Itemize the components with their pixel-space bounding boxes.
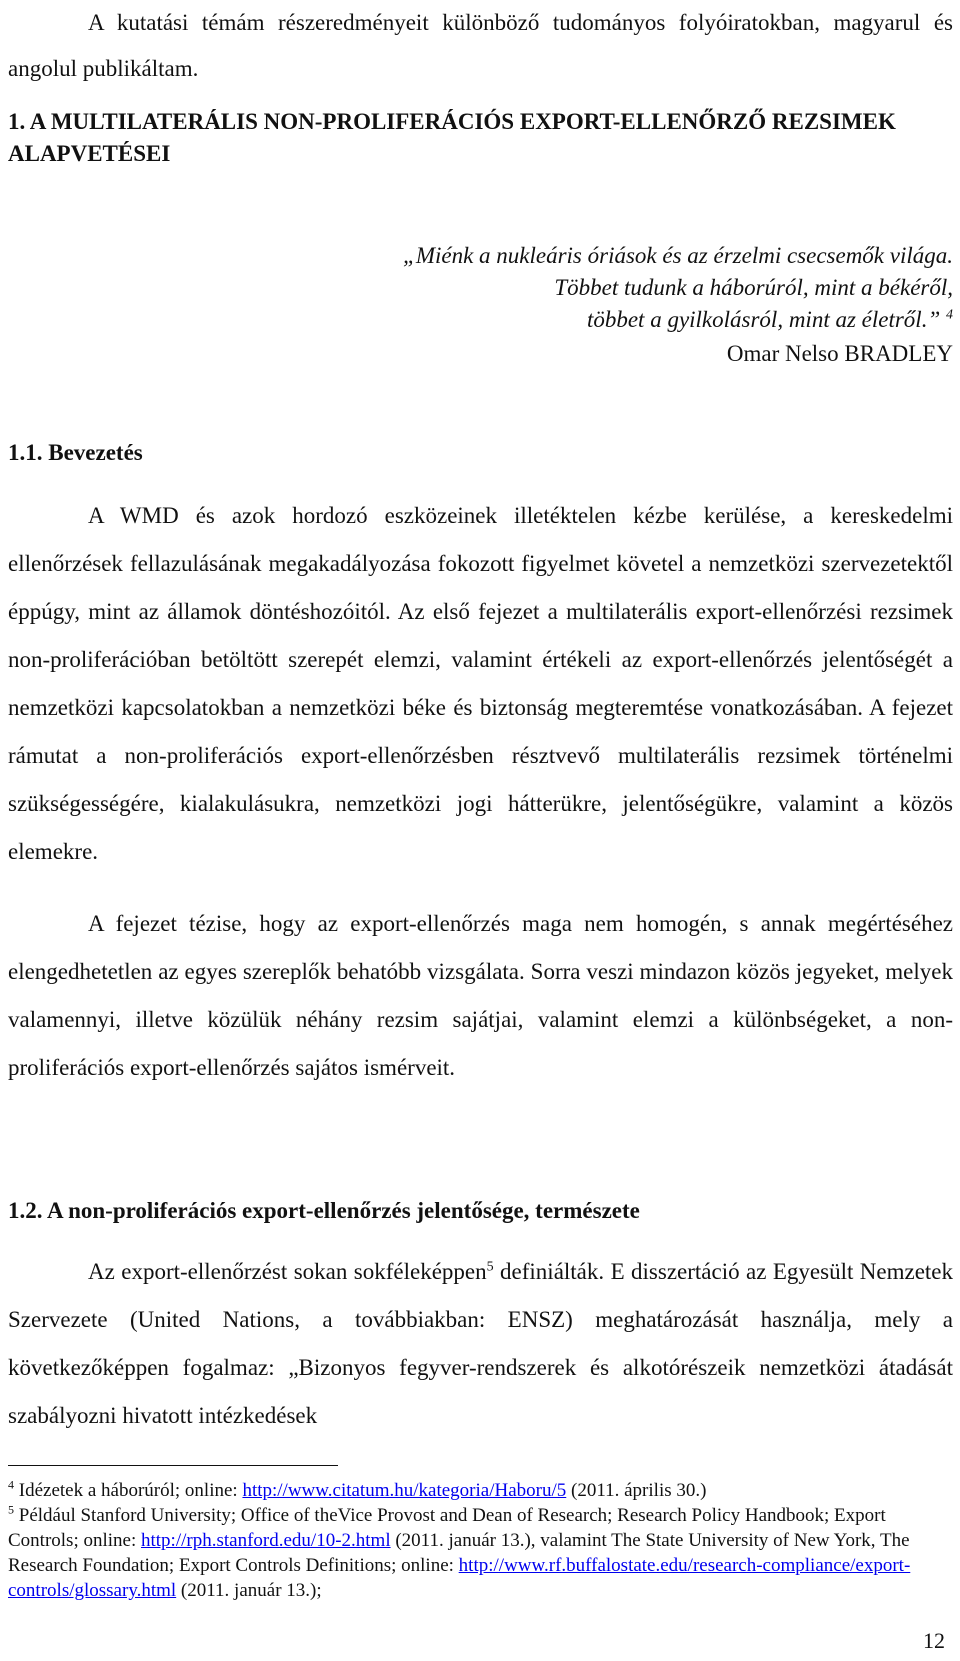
footnote-5-date: (2011. január 13.);: [176, 1580, 322, 1601]
para-rest-text: definiálták. E disszertáció az Egyesült Nemzetek Szervezete (United Nations, a továbbiakban: ENSZ) meghatározását használja, mely a következőképpen fogalmaz: „Bizonyos fegyver-rendszerek és alkotórészeik nemzetközi átadását szabályozni hivatott intézkedések: [8, 1259, 954, 1428]
footnotes: [8, 1478, 953, 1603]
section-1-2-paragraph-1: [8, 1248, 953, 1440]
footnote-5-mid-text: (2011. január 13.), valamint The State University of New York, The Research Foundation; Export Controls Definitions; online:: [8, 1530, 910, 1576]
motto-quote: [8, 240, 953, 370]
motto-line-3: [8, 304, 953, 336]
motto-line-3-text: többet a gyilkolásról, mint az életről.”: [586, 307, 941, 332]
section-1-1-paragraph-1: A WMD és azok hordozó eszközeinek illetéktelen kézbe kerülése, a kereskedelmi ellenőrzések fellazulásának megakadályozása fokozott figyelmet követel a nemzetközi szervezetektől éppúgy, mint az államok döntéshozóitól. Az első fejezet a multilaterális export-ellenőrzési rezsimek non-proliferációban betöltött szerepét elemzi, valamint értékeli az export-ellenőrzés jelentőségét a nemzetközi kapcsolatokban a nemzetközi béke és biztonság megteremtése vonatkozásában. A fejezet rámutat a non-proliferációs export-ellenőrzésben résztvevő multilaterális rezsimek történelmi szükségességére, kialakulásukra, nemzetközi jogi hátterükre, jelentőségükre, valamint a közös elemekre.: [8, 503, 953, 864]
footnote-4-number: 4: [8, 1477, 14, 1492]
footnote-ref-5[interactable]: 5: [486, 1259, 494, 1275]
motto-line-1: „Miénk a nukleáris óriások és az érzelmi csecsemők világa.: [403, 243, 953, 268]
footnote-4-text: Idézetek a háborúról; online:: [18, 1480, 243, 1501]
chapter-heading: 1. A MULTILATERÁLIS NON-PROLIFERÁCIÓS EXPORT-ELLENŐRZŐ REZSIMEK ALAPVETÉSEI: [8, 109, 896, 166]
footnote-5: [8, 1503, 953, 1603]
motto-author: Omar Nelso BRADLEY: [726, 341, 953, 366]
footnote-4: [8, 1478, 953, 1503]
footnote-5-text: Például Stanford University; Office of theVice Provost and Dean of Research; Research Policy Handbook; Export Controls; online:: [8, 1505, 886, 1551]
para-start-text: Az export-ellenőrzést sokan sokféleképpen: [88, 1259, 487, 1284]
footnote-ref-4[interactable]: 4: [946, 307, 953, 323]
footnote-5-link-2[interactable]: http://www.rf.buffalostate.edu/research-compliance/export-controls/glossary.html: [8, 1555, 911, 1601]
section-1-1-paragraph-2: A fejezet tézise, hogy az export-ellenőrzés maga nem homogén, s annak megértéséhez elengedhetetlen az egyes szereplők behatóbb vizsgálata. Sorra veszi mindazon közös jegyeket, melyek valamennyi, illetve közülük néhány rezsim sajátjai, valamint elemzi a különbségeket, a non-proliferációs export-ellenőrzés sajátos ismérveit.: [8, 911, 953, 1080]
footnote-4-link[interactable]: http://www.citatum.hu/kategoria/Haboru/5: [242, 1480, 567, 1501]
motto-line-2: Többet tudunk a háborúról, mint a békéről,: [554, 275, 953, 300]
intro-paragraph: A kutatási témám részeredményeit különböző tudományos folyóiratokban, magyarul és angolul publikáltam.: [8, 10, 953, 81]
footnote-4-date: (2011. április 30.): [566, 1480, 707, 1501]
footnote-separator: [8, 1465, 338, 1466]
section-heading-1-1: 1.1. Bevezetés: [8, 440, 143, 465]
page-number: 12: [923, 1628, 945, 1653]
section-heading-1-2: 1.2. A non-proliferációs export-ellenőrzés jelentősége, természete: [8, 1198, 640, 1223]
footnote-5-link-1[interactable]: http://rph.stanford.edu/10-2.html: [141, 1530, 391, 1551]
footnote-5-number: 5: [8, 1502, 14, 1517]
